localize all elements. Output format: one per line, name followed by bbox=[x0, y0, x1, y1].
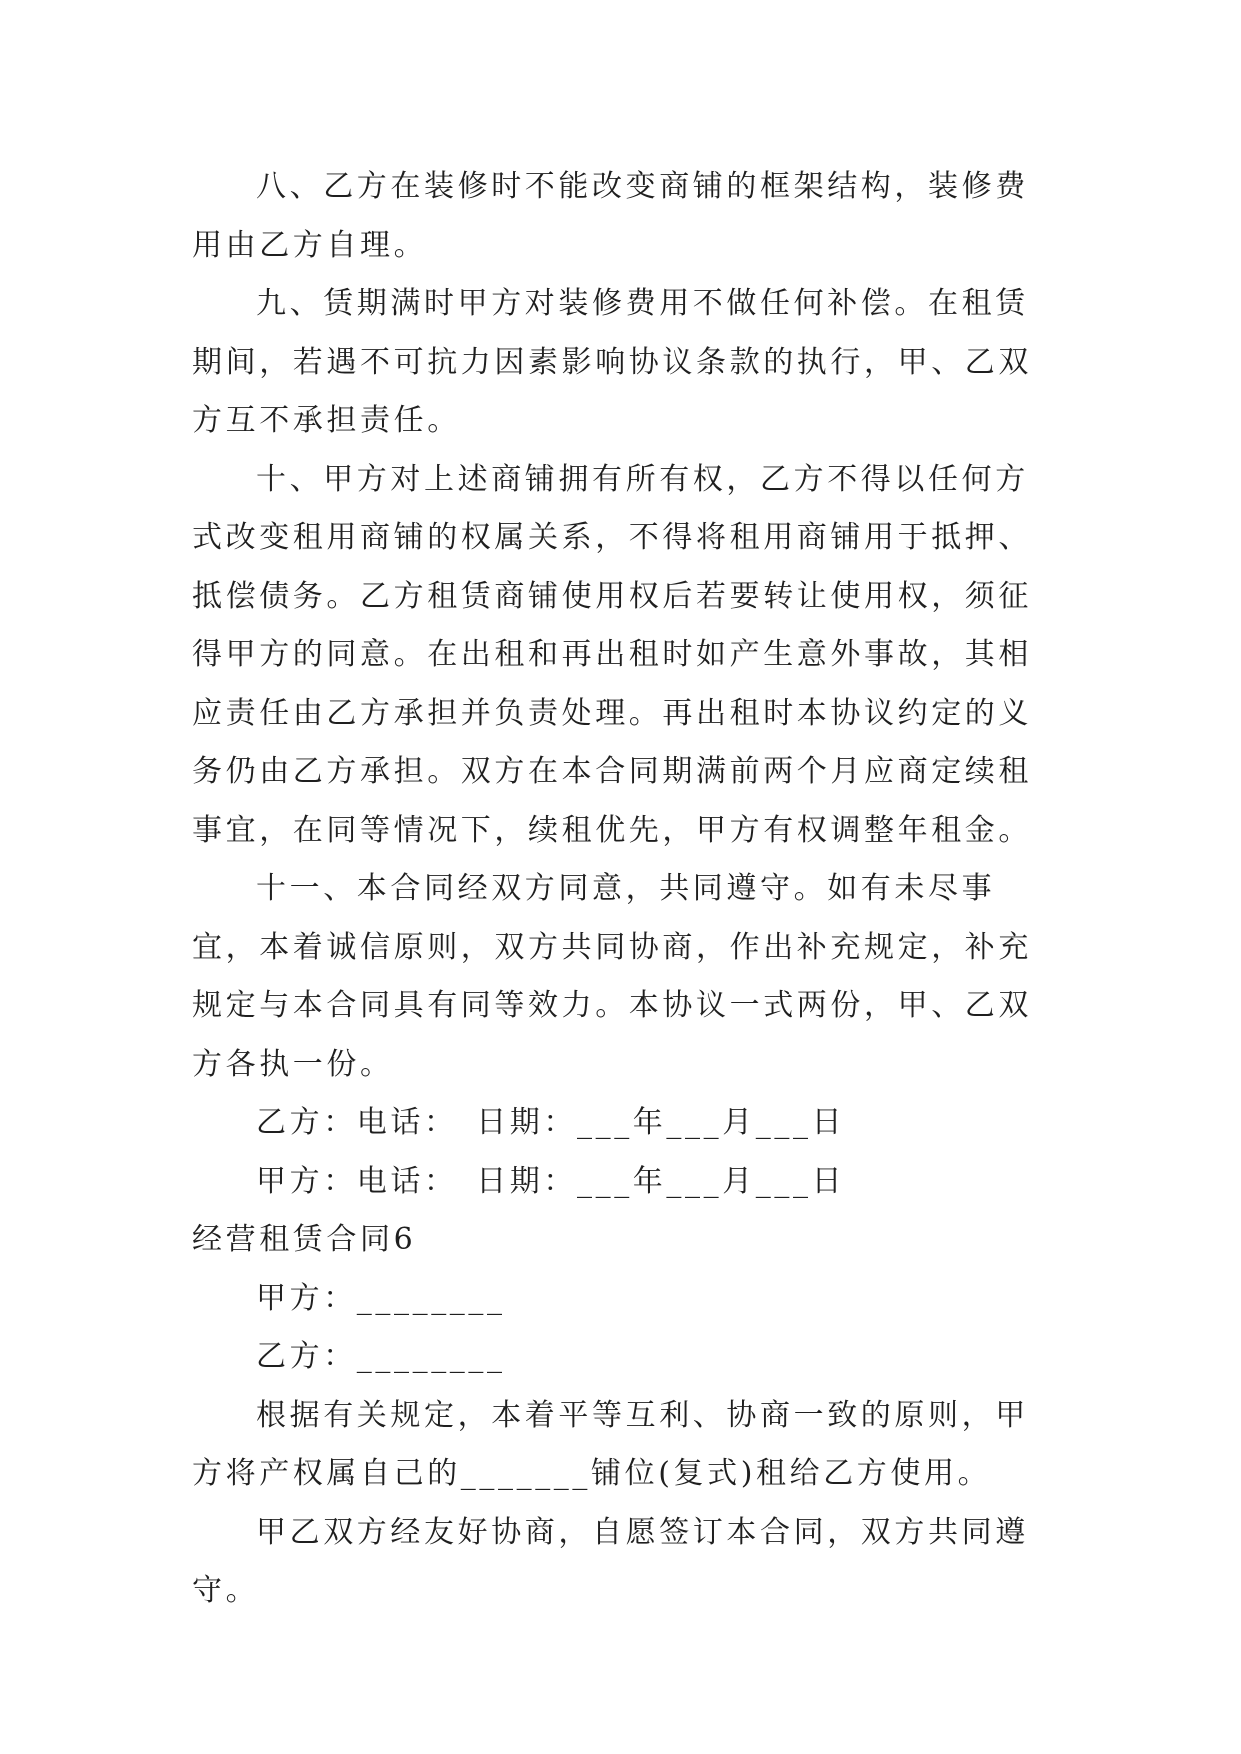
clause-11: 十一、本合同经双方同意，共同遵守。如有未尽事宜，本着诚信原则，双方共同协商，作出补充规定，补充规定与本合同具有同等效力。本协议一式两份，甲、乙双方各执一份。 bbox=[192, 871, 1032, 1082]
preamble-paragraph: 根据有关规定，本着平等互利、协商一致的原则，甲方将产权属自己的_______铺位(复式)租给乙方使用。 bbox=[192, 1397, 1029, 1491]
section-title: 经营租赁合同6 bbox=[192, 1222, 417, 1257]
clause-8: 八、乙方在装修时不能改变商铺的框架结构，装修费用由乙方自理。 bbox=[192, 169, 1029, 263]
party-a-line: 甲方：________ bbox=[256, 1280, 506, 1316]
party-b-line: 乙方：________ bbox=[256, 1339, 506, 1374]
agreement-paragraph: 甲乙双方经友好协商，自愿签订本合同，双方共同遵守。 bbox=[192, 1514, 1029, 1608]
clause-10: 十、甲方对上述商铺拥有所有权，乙方不得以任何方式改变租用商铺的权属关系，不得将租用商铺用于抵押、抵偿债务。乙方租赁商铺使用权后若要转让使用权，须征得甲方的同意。在出租和再出租时如产生意外事故，其相应责任由乙方承担并负责处理。再出租时本协议约定的义务仍由乙方承担。双方在本合同期满前两个月应商定续租事宜，在同等情况下，续租优先，甲方有权调整年租金。 bbox=[192, 461, 1032, 848]
document-body bbox=[192, 158, 1052, 1621]
clause-9: 九、赁期满时甲方对装修费用不做任何补偿。在租赁期间，若遇不可抗力因素影响协议条款的执行，甲、乙双方互不承担责任。 bbox=[192, 286, 1032, 438]
signature-line-party-b: 乙方：电话： 日期：___年___月___日 bbox=[256, 1105, 846, 1140]
signature-line-party-a: 甲方：电话： 日期：___年___月___日 bbox=[256, 1163, 846, 1199]
